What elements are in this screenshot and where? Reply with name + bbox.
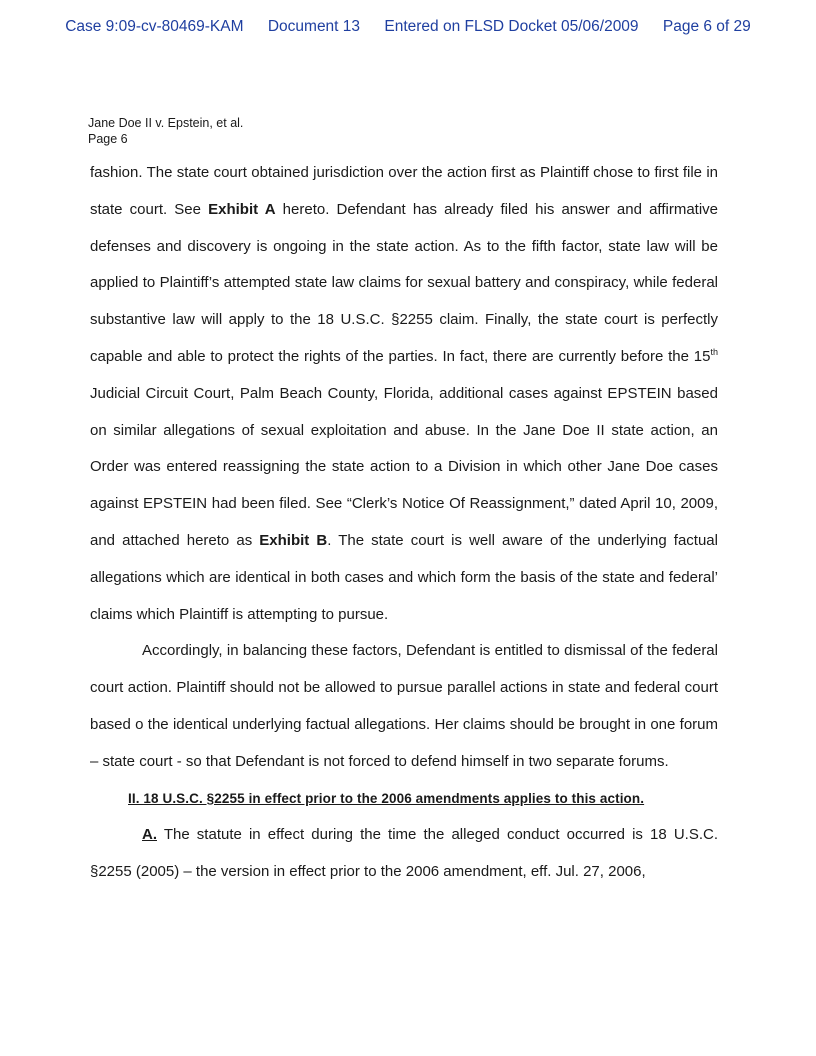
section-heading: II. 18 U.S.C. §2255 in effect prior to the 2006 amendments applies to this action. <box>128 790 645 806</box>
docket-entry-date: Entered on FLSD Docket 05/06/2009 <box>384 18 639 35</box>
docket-case-number: Case 9:09-cv-80469-KAM <box>65 18 244 35</box>
subsection-marker: A. <box>142 826 157 844</box>
paragraph-text: hereto. Defendant has already filed his answer and affirmative defenses and discovery is ongoing in the state action. As to the fifth factor, state law will be applied to Plaintiff’s attempted state law claims for sexual battery and conspiracy, while federal substantive law will apply to the 18 U.S.C. §2255 claim. Finally, the state court is perfectly capable and able to protect the rights of the parties. In fact, there are currently before the 15 <box>90 200 719 365</box>
paragraph-text: . The state court is well aware of the underlying factual allegations which are identical in both cases and which form the basis of the state and federal’ claims which Plaintiff is attempting to pursue. <box>90 531 718 623</box>
paragraph-jurisdiction <box>90 155 718 633</box>
paragraph-text: The statute in effect during the time the alleged conduct occurred is 18 U.S.C. §2255 (2005) – the version in effect prior to the 2006 amendment, eff. Jul. 27, 2006, <box>90 826 718 881</box>
paragraph-text: fashion. The state court obtained jurisdiction over the action first as Plaintiff chose to first file in state court. See <box>90 164 718 218</box>
paragraph-statute <box>90 817 718 891</box>
ordinal-suffix: th <box>710 346 718 357</box>
paragraph-balancing: Accordingly, in balancing these factors, Defendant is entitled to dismissal of the federal court action. Plaintiff should not be allowed to pursue parallel actions in state and federal court based o the identical underlying factual allegations. Her claims should be brought in one forum – state court - so that Defendant is not forced to defend himself in two separate forums. <box>90 642 718 770</box>
page-number: Page 6 <box>88 132 128 146</box>
page-caption <box>88 115 243 147</box>
document-body <box>90 155 718 891</box>
docket-page-count: Page 6 of 29 <box>662 18 751 35</box>
exhibit-b-reference: Exhibit B <box>259 531 328 549</box>
docket-document-number: Document 13 <box>267 18 361 35</box>
docket-header <box>0 18 816 36</box>
exhibit-a-reference: Exhibit A <box>208 200 276 218</box>
case-name: Jane Doe II v. Epstein, et al. <box>88 116 244 130</box>
paragraph-text: Judicial Circuit Court, Palm Beach County, Florida, additional cases against EPSTEIN based on similar allegations of sexual exploitation and abuse. In the Jane Doe II state action, an Order was entered reassigning the state action to a Division in which other Jane Doe cases against EPSTEIN had been filed. See “Clerk’s Notice Of Reassignment,” dated April 10, 2009, and attached hereto as <box>90 384 718 549</box>
